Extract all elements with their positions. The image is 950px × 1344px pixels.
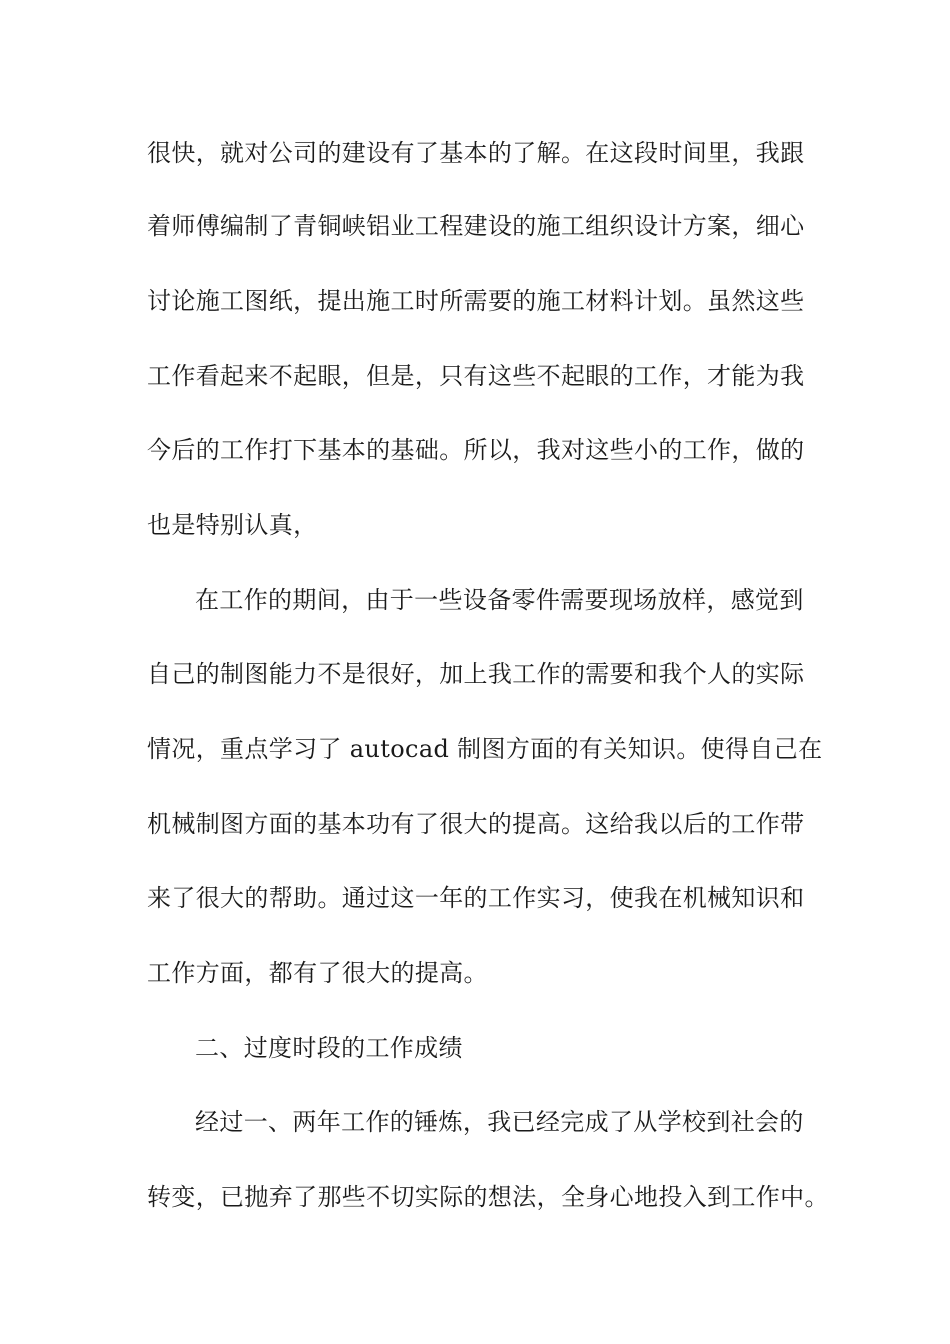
text-line: 着师傅编制了青铜峡铝业工程建设的施工组织设计方案，细心 (147, 212, 805, 240)
text-line: 工作方面，都有了很大的提高。 (147, 959, 488, 987)
text-line: 自己的制图能力不是很好，加上我工作的需要和我个人的实际 (147, 660, 805, 688)
text-line: 讨论施工图纸，提出施工时所需要的施工材料计划。虽然这些 (147, 287, 805, 315)
text-line: 很快，就对公司的建设有了基本的了解。在这段时间里，我跟 (147, 139, 805, 167)
text-line: 也是特别认真， (147, 511, 318, 539)
text-line: 转变，已抛弃了那些不切实际的想法，全身心地投入到工作中。 (147, 1183, 829, 1211)
text-line: 来了很大的帮助。通过这一年的工作实习，使我在机械知识和 (147, 884, 805, 912)
text-line: 情况，重点学习了 autocad 制图方面的有关知识。使得自己在 (147, 735, 823, 763)
text-line: 经过一、两年工作的锤炼，我已经完成了从学校到社会的 (195, 1108, 804, 1136)
text-line: 在工作的期间，由于一些设备零件需要现场放样，感觉到 (195, 586, 804, 614)
heading-text: 二、过度时段的工作成绩 (195, 1034, 463, 1062)
text-line: 机械制图方面的基本功有了很大的提高。这给我以后的工作带 (147, 810, 805, 838)
text-line: 今后的工作打下基本的基础。所以，我对这些小的工作，做的 (147, 436, 805, 464)
text-line: 工作看起来不起眼，但是，只有这些不起眼的工作，才能为我 (147, 362, 805, 390)
